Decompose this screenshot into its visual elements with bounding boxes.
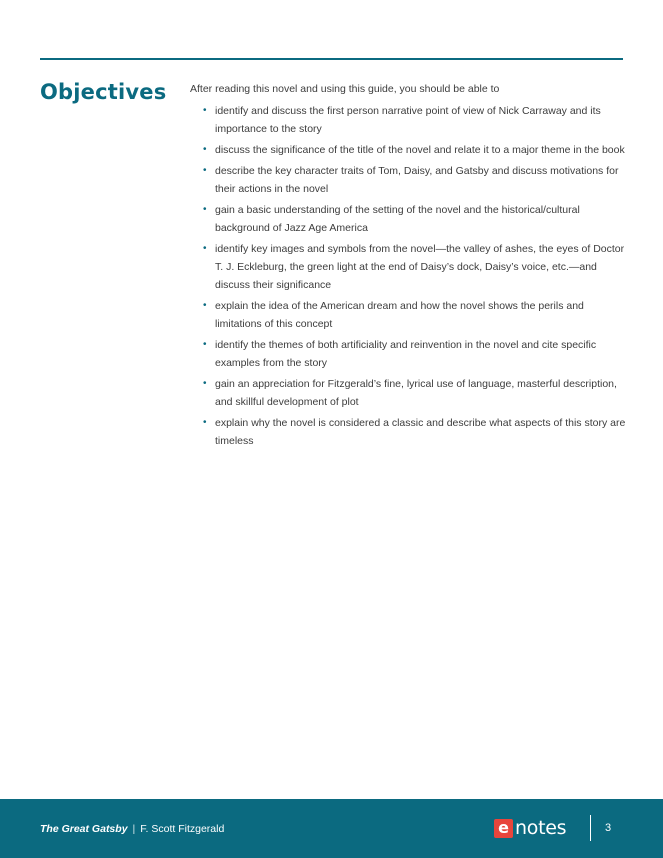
bullet-icon: •: [203, 204, 207, 215]
objectives-list: [190, 102, 630, 450]
page-footer: [0, 799, 663, 858]
bullet-icon: •: [203, 339, 207, 350]
book-title: The Great Gatsby: [40, 823, 128, 835]
page-number: 3: [605, 822, 612, 834]
objective-text: discuss the significance of the title of the novel and relate it to a major theme in the book: [215, 144, 625, 156]
logo-e-icon: e: [494, 819, 513, 838]
list-item: [190, 336, 630, 372]
intro-text: After reading this novel and using this guide, you should be able to: [190, 83, 500, 95]
section-heading: Objectives: [40, 80, 167, 104]
objectives-content: [190, 80, 630, 453]
list-item: [190, 240, 630, 294]
list-item: [190, 297, 630, 333]
bullet-icon: •: [203, 165, 207, 176]
list-item: [190, 414, 630, 450]
author-name: F. Scott Fitzgerald: [140, 823, 225, 835]
bullet-icon: •: [203, 300, 207, 311]
enotes-logo: [494, 817, 566, 839]
objective-text: explain the idea of the American dream and how the novel shows the perils and limitations of this concept: [215, 300, 584, 330]
bullet-icon: •: [203, 105, 207, 116]
list-item: [190, 375, 630, 411]
footer-book-info: [40, 823, 224, 835]
footer-divider: [590, 815, 591, 841]
header-rule: [40, 58, 623, 60]
bullet-icon: •: [203, 417, 207, 428]
list-item: [190, 102, 630, 138]
list-item: [190, 141, 630, 159]
logo-text: notes: [515, 817, 567, 839]
objective-text: gain an appreciation for Fitzgerald’s fine, lyrical use of language, masterful description, and skillful development of plot: [215, 378, 617, 408]
objective-text: identify key images and symbols from the novel—the valley of ashes, the eyes of Doctor T. J. Eckleburg, the green light at the end of Daisy’s dock, Daisy’s voice, etc.—and discuss their significance: [215, 243, 625, 291]
objective-text: identify the themes of both artificiality and reinvention in the novel and cite specific examples from the story: [215, 339, 597, 369]
objective-text: gain a basic understanding of the setting of the novel and the historical/cultural background of Jazz Age America: [215, 204, 580, 234]
objective-text: explain why the novel is considered a classic and describe what aspects of this story are timeless: [215, 417, 626, 447]
bullet-icon: •: [203, 378, 207, 389]
footer-separator: |: [132, 823, 136, 835]
bullet-icon: •: [203, 144, 207, 155]
bullet-icon: •: [203, 243, 207, 254]
objective-text: describe the key character traits of Tom, Daisy, and Gatsby and discuss motivations for their actions in the novel: [215, 165, 619, 195]
list-item: [190, 201, 630, 237]
objective-text: identify and discuss the first person narrative point of view of Nick Carraway and its importance to the story: [215, 105, 601, 135]
list-item: [190, 162, 630, 198]
